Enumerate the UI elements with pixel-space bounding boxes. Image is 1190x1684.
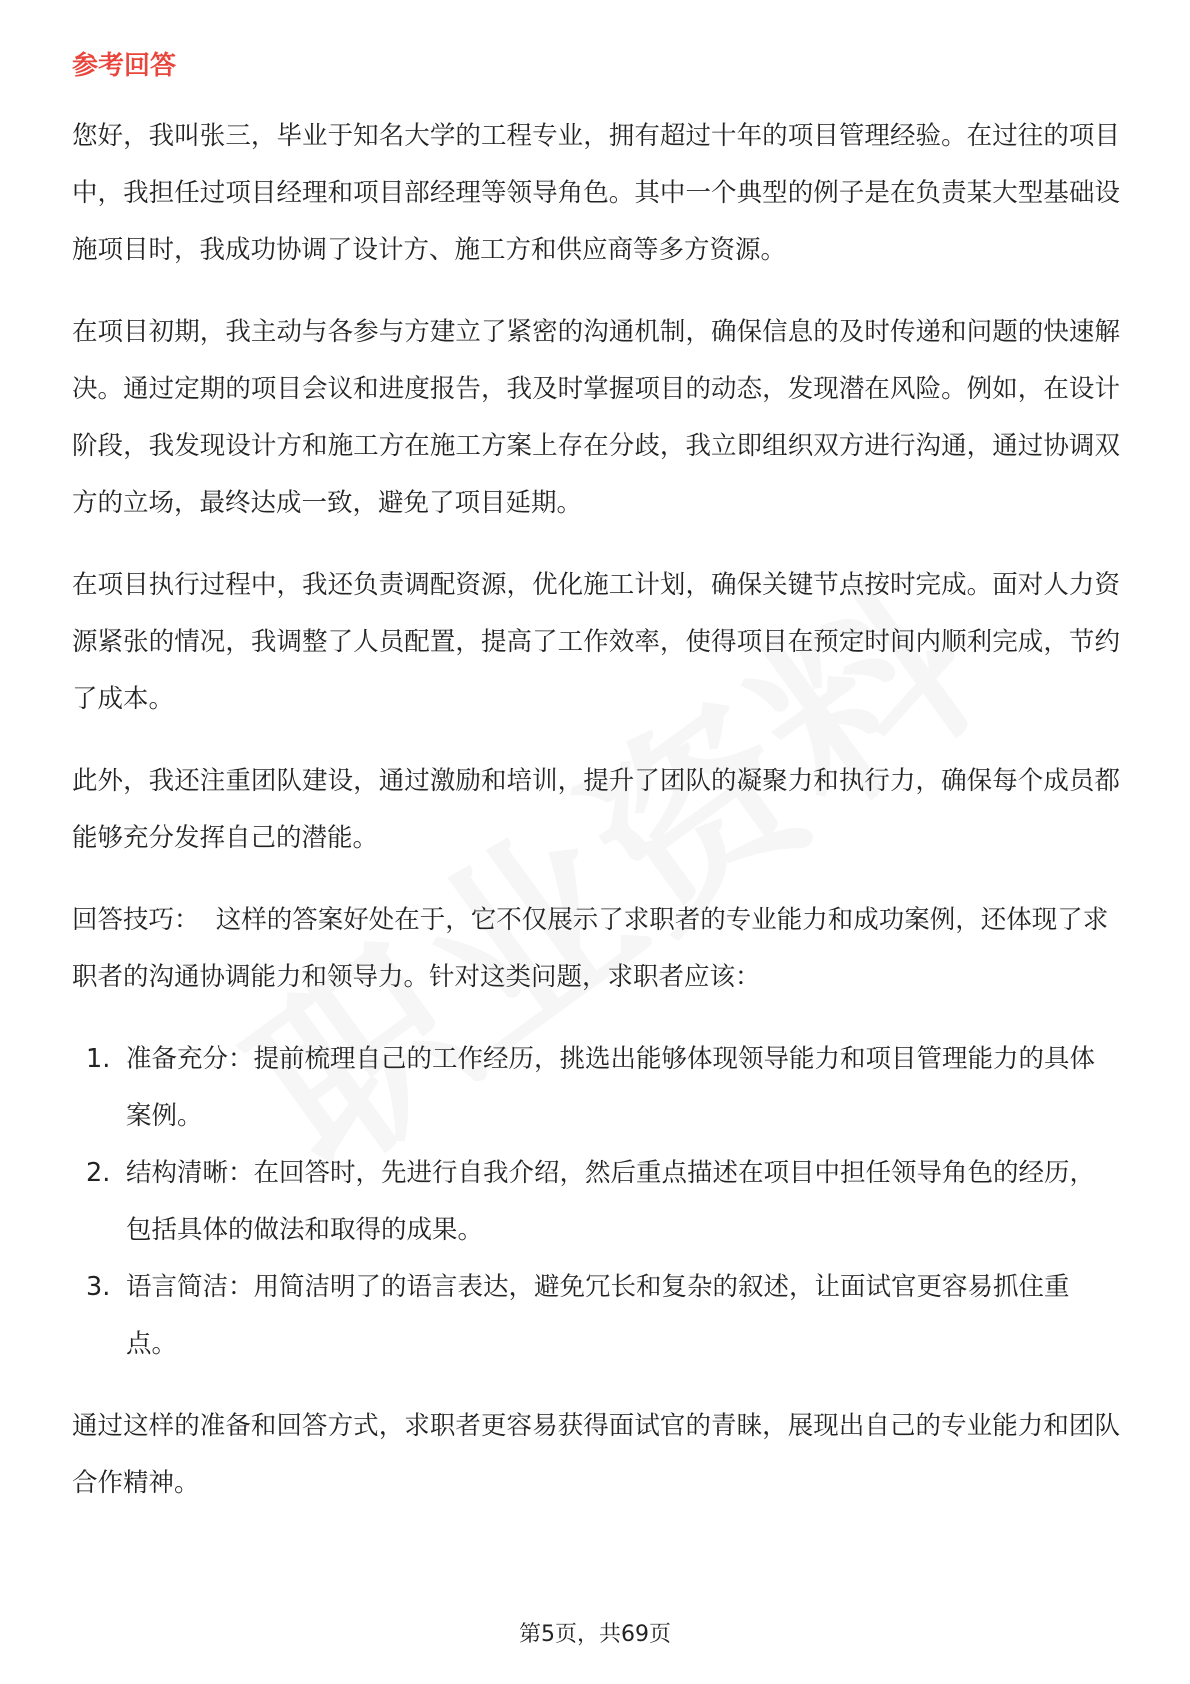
list-item bbox=[72, 1145, 1120, 1259]
list-item-number: 3. bbox=[86, 1272, 111, 1302]
tips-paragraph bbox=[72, 892, 1120, 1006]
section-title: 参考回答 bbox=[72, 51, 177, 81]
answer-paragraph-1: 您好，我叫张三，毕业于知名大学的工程专业，拥有超过十年的项目管理经验。在过往的项目中，我担任过项目经理和项目部经理等领导角色。其中一个典型的例子是在负责某大型基础设施项目时，我成功协调了设计方、施工方和供应商等多方资源。 bbox=[72, 121, 1120, 265]
answer-paragraph-3: 在项目执行过程中，我还负责调配资源，优化施工计划，确保关键节点按时完成。面对人力资源紧张的情况，我调整了人员配置，提高了工作效率，使得项目在预定时间内顺利完成，节约了成本。 bbox=[72, 570, 1120, 714]
list-item-number: 2. bbox=[86, 1158, 111, 1188]
list-item bbox=[72, 1031, 1120, 1145]
document-content bbox=[72, 48, 1120, 1537]
answer-paragraph-4: 此外，我还注重团队建设，通过激励和培训，提升了团队的凝聚力和执行力，确保每个成员都能够充分发挥自己的潜能。 bbox=[72, 766, 1120, 853]
answer-paragraph-2: 在项目初期，我主动与各参与方建立了紧密的沟通机制，确保信息的及时传递和问题的快速解决。通过定期的项目会议和进度报告，我及时掌握项目的动态，发现潜在风险。例如，在设计阶段，我发现设计方和施工方在施工方案上存在分歧，我立即组织双方进行沟通，通过协调双方的立场，最终达成一致，避免了项目延期。 bbox=[72, 317, 1120, 518]
tips-label: 回答技巧： bbox=[72, 905, 200, 935]
list-item-text: 准备充分：提前梳理自己的工作经历，挑选出能够体现领导能力和项目管理能力的具体案例。 bbox=[126, 1044, 1096, 1131]
list-item-text: 结构清晰：在回答时，先进行自我介绍，然后重点描述在项目中担任领导角色的经历，包括具体的做法和取得的成果。 bbox=[126, 1158, 1096, 1245]
list-item-number: 1. bbox=[86, 1044, 111, 1074]
list-item bbox=[72, 1259, 1120, 1373]
tips-intro: 这样的答案好处在于，它不仅展示了求职者的专业能力和成功案例，还体现了求职者的沟通协调能力和领导力。针对这类问题，求职者应该： bbox=[72, 905, 1109, 992]
list-item-text: 语言简洁：用简洁明了的语言表达，避免冗长和复杂的叙述，让面试官更容易抓住重点。 bbox=[126, 1272, 1070, 1359]
conclusion-paragraph: 通过这样的准备和回答方式，求职者更容易获得面试官的青睐，展现出自己的专业能力和团队合作精神。 bbox=[72, 1411, 1120, 1498]
tips-list bbox=[72, 1031, 1120, 1373]
page-number: 第5页，共69页 bbox=[519, 1622, 671, 1647]
